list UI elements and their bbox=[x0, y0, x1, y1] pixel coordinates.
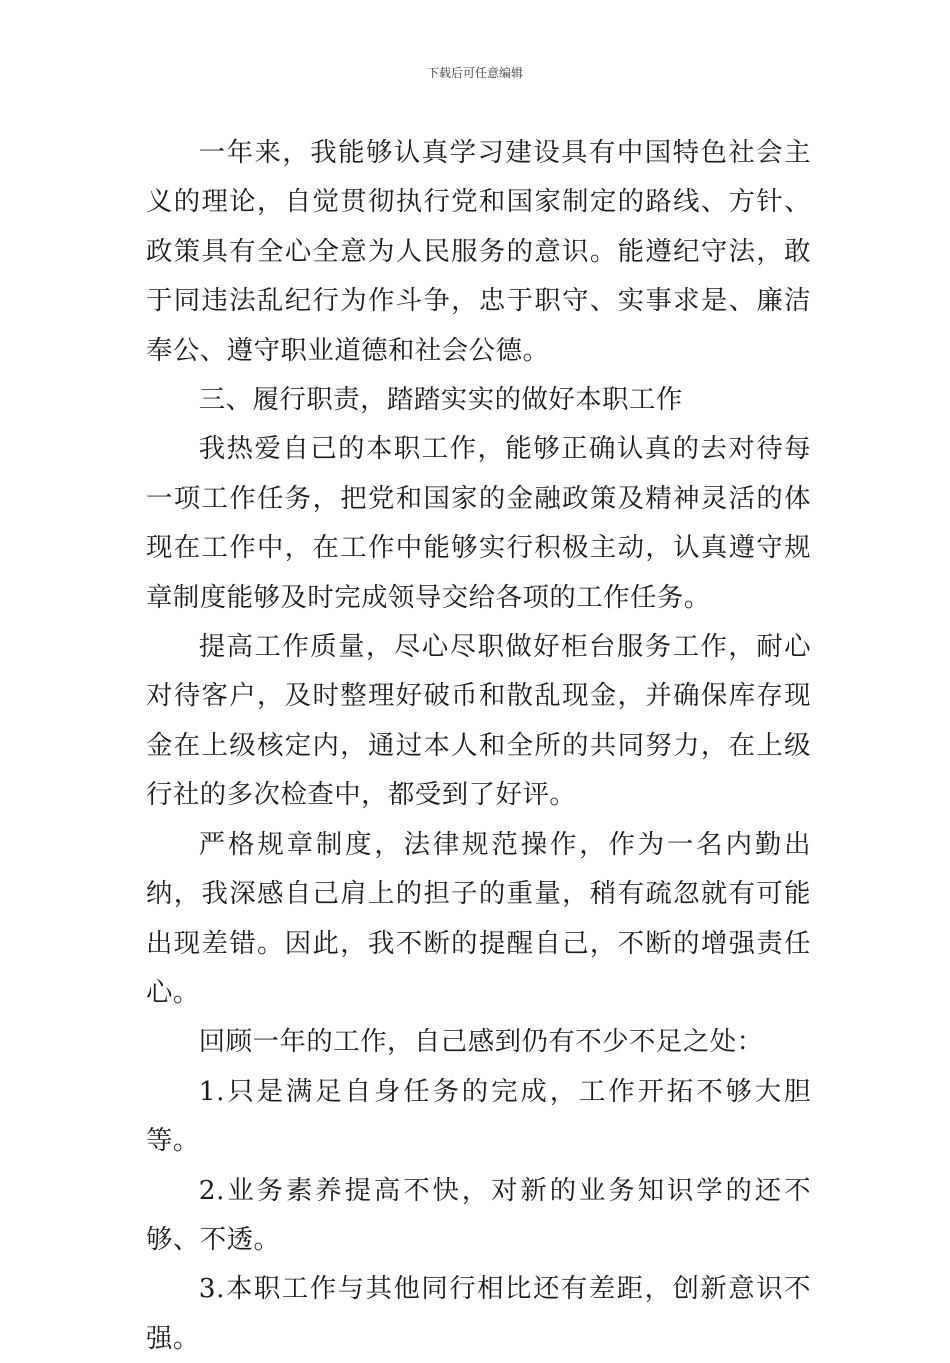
list-item-1: 1.只是满足自身任务的完成，工作开拓不够大胆等。 bbox=[146, 1075, 811, 1157]
document-body bbox=[146, 128, 811, 1363]
list-item-3: 3.本职工作与其他同行相比还有差距，创新意识不强。 bbox=[146, 1273, 811, 1354]
paragraph-4: 严格规章制度，法律规范操作，作为一名内勤出纳，我深感自己肩上的担子的重量，稍有疏忽就有可能出现差错。因此，我不断的提醒自己，不断的增强责任心。 bbox=[146, 828, 811, 1008]
paragraph-5: 回顾一年的工作，自己感到仍有不少不足之处： bbox=[198, 1026, 764, 1058]
paragraph-2: 我热爱自己的本职工作，能够正确认真的去对待每一项工作任务，把党和国家的金融政策及精神灵活的体现在工作中，在工作中能够实行积极主动，认真遵守规章制度能够及时完成领导交给各项的工作任务。 bbox=[146, 433, 811, 613]
paragraph-3: 提高工作质量，尽心尽职做好柜台服务工作，耐心对待客户，及时整理好破币和散乱现金，并确保库存现金在上级核定内，通过本人和全所的共同努力，在上级行社的多次检查中，都受到了好评。 bbox=[146, 631, 811, 811]
section-heading-3: 三、履行职责，踏踏实实的做好本职工作 bbox=[198, 384, 683, 416]
paragraph-1: 一年来，我能够认真学习建设具有中国特色社会主义的理论，自觉贯彻执行党和国家制定的路线、方针、政策具有全心全意为人民服务的意识。能遵纪守法，敢于同违法乱纪行为作斗争，忠于职守、实事求是、廉洁奉公、遵守职业道德和社会公德。 bbox=[146, 137, 811, 366]
page-header-note: 下载后可任意编辑 bbox=[426, 66, 523, 80]
list-item-2: 2.业务素养提高不快，对新的业务知识学的还不够、不透。 bbox=[146, 1174, 811, 1255]
